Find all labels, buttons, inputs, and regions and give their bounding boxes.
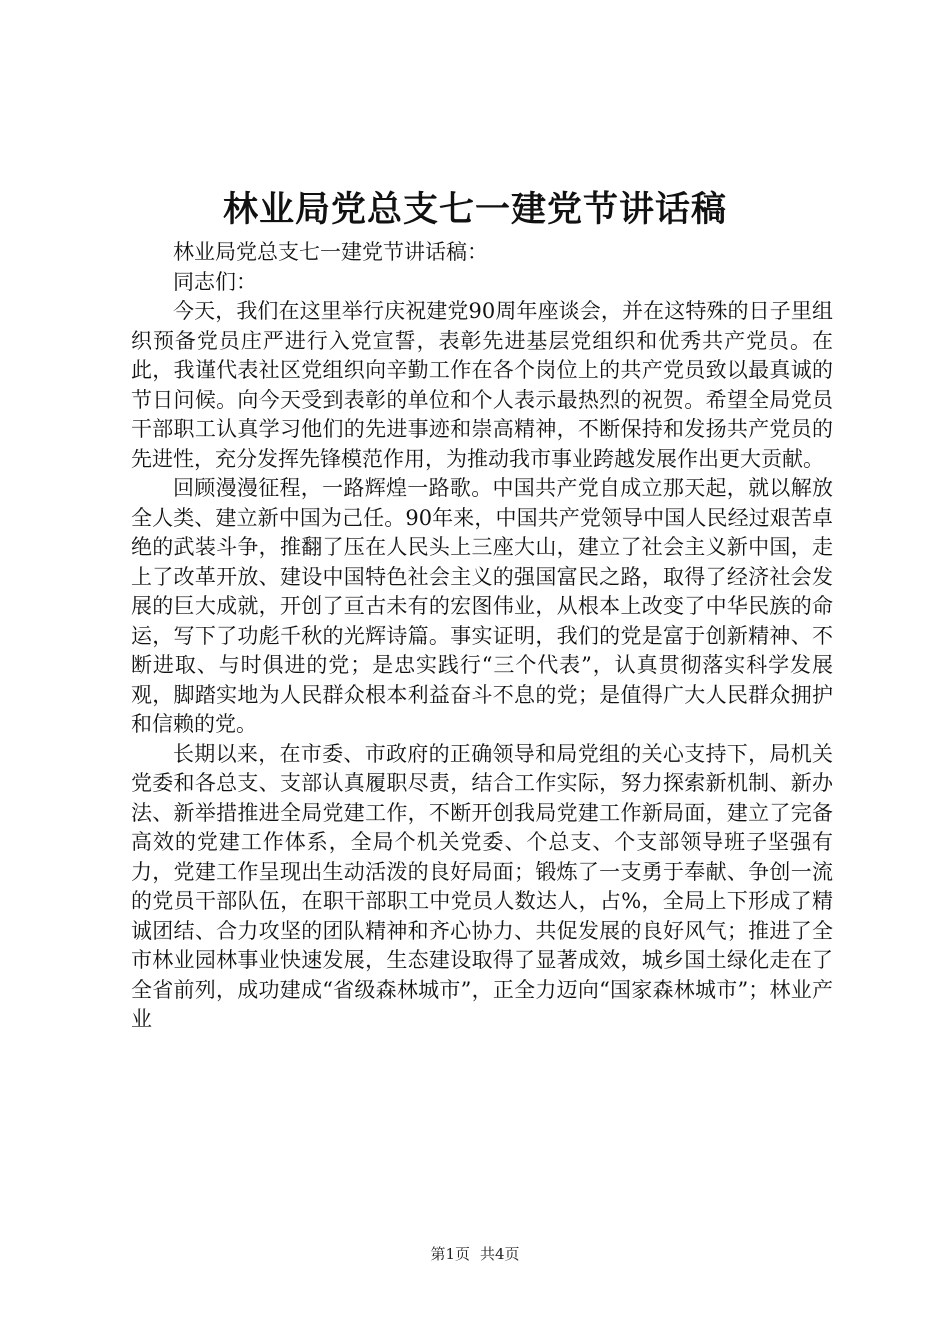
page-footer [0, 1244, 950, 1264]
paragraph: 今天，我们在这里举行庆祝建党90周年座谈会，并在这特殊的日子里组织预备党员庄严进行入党宣誓，表彰先进基层党组织和优秀共产党员。在此，我谨代表社区党组织向辛勤工作在各个岗位上的共产党员致以最真诚的节日问候。向今天受到表彰的单位和个人表示最热烈的祝贺。希望全局党员干部职工认真学习他们的先进事迹和崇高精神，不断保持和发扬共产党员的先进性，充分发挥先锋模范作用，为推动我市事业跨越发展作出更大贡献。 [131, 299, 833, 471]
paragraph-heading: 林业局党总支七一建党节讲话稿： [173, 240, 488, 264]
page-number: 第1页 [430, 1245, 470, 1263]
page-total: 共4页 [480, 1245, 520, 1263]
document-title: 林业局党总支七一建党节讲话稿 [222, 189, 727, 230]
paragraph: 长期以来，在市委、市政府的正确领导和局党组的关心支持下，局机关党委和各总支、支部认真履职尽责，结合工作实际，努力探索新机制、新办法、新举措推进全局党建工作，不断开创我局党建工作新局面，建立了完备高效的党建工作体系，全局个机关党委、个总支、个支部领导班子坚强有力，党建工作呈现出生动活泼的良好局面；锻炼了一支勇于奉献、争创一流的党员干部队伍，在职干部职工中党员人数达人，占%，全局上下形成了精诚团结、合力攻坚的团队精神和齐心协力、共促发展的良好风气；推进了全市林业园林事业快速发展，生态建设取得了显著成效，城乡国土绿化走在了全省前列，成功建成“省级森林城市”，正全力迈向“国家森林城市”；林业产业 [131, 741, 833, 1031]
paragraph-salutation: 同志们： [173, 269, 257, 294]
document-body [131, 238, 833, 1035]
paragraph: 回顾漫漫征程，一路辉煌一路歌。中国共产党自成立那天起，就以解放全人类、建立新中国为己任。90年来，中国共产党领导中国人民经过艰苦卓绝的武装斗争，推翻了压在人民头上三座大山，建立了社会主义新中国，走上了改革开放、建设中国特色社会主义的强国富民之路，取得了经济社会发展的巨大成就，开创了亘古未有的宏图伟业，从根本上改变了中华民族的命运，写下了功彪千秋的光辉诗篇。事实证明，我们的党是富于创新精神、不断进取、与时俱进的党；是忠实践行“三个代表”，认真贯彻落实科学发展观，脚踏实地为人民群众根本利益奋斗不息的党；是值得广大人民群众拥护和信赖的党。 [131, 476, 833, 736]
